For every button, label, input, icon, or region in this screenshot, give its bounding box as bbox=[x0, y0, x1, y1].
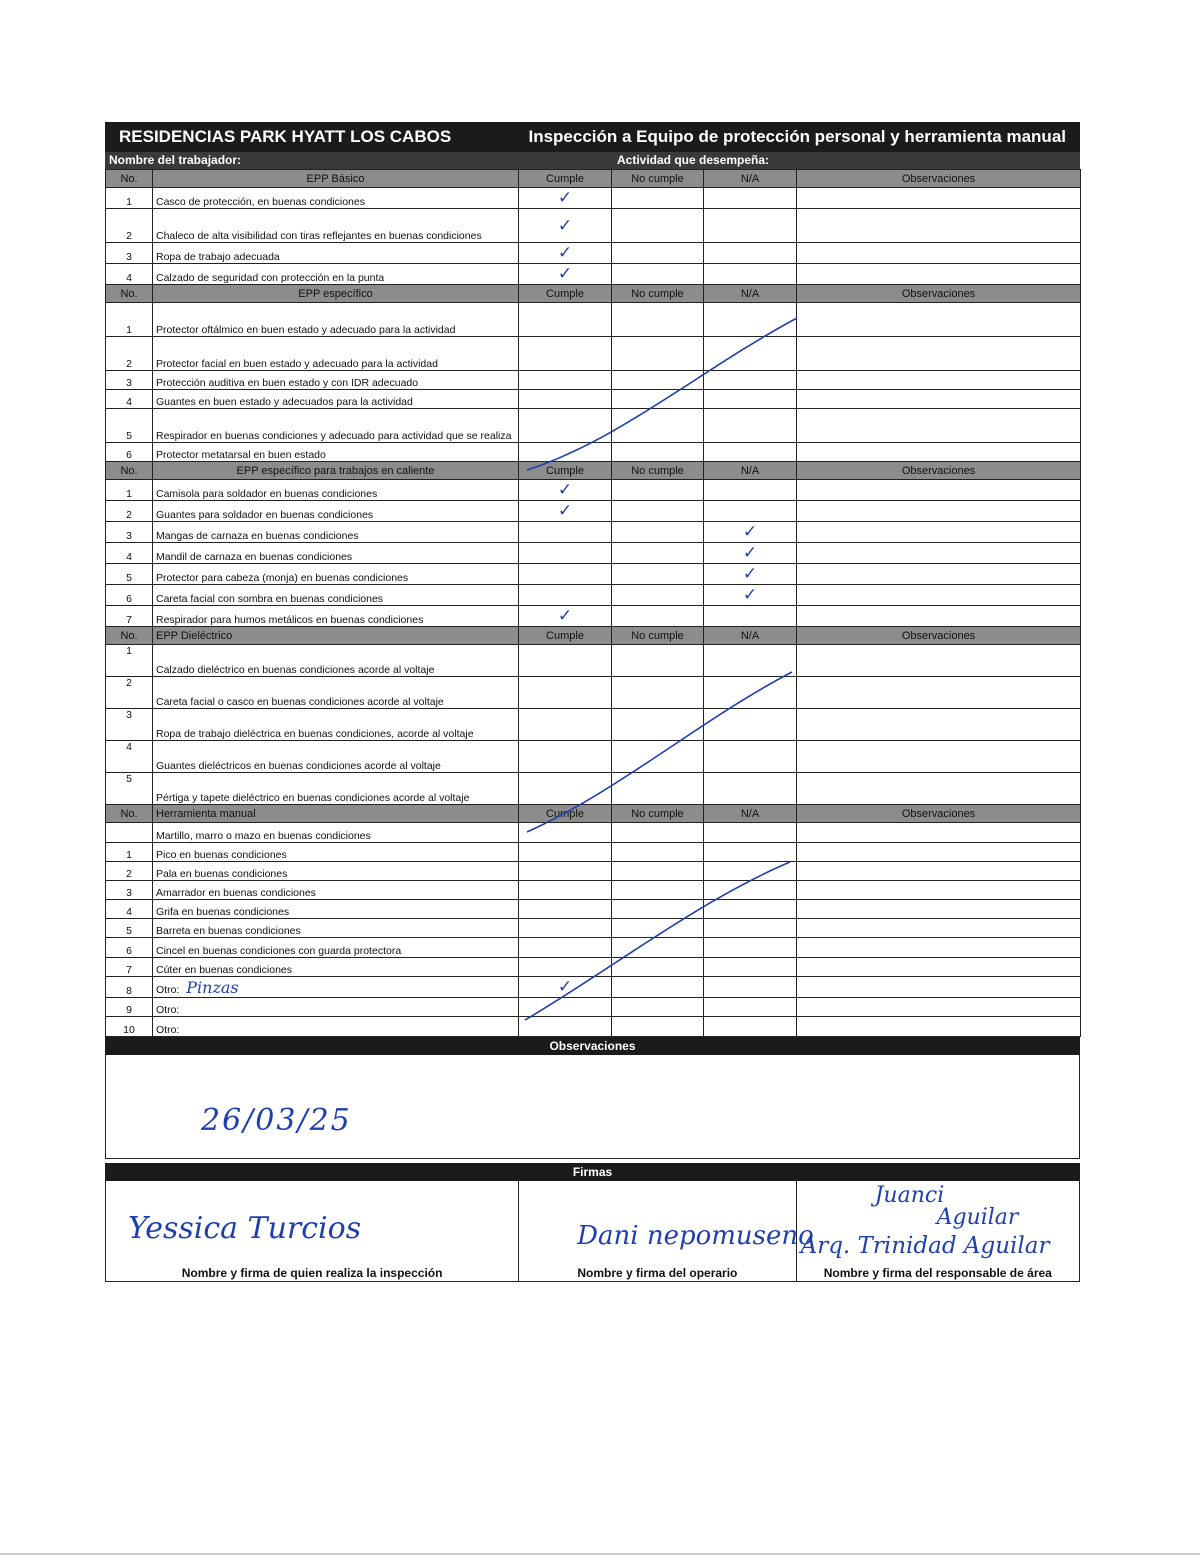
observaciones-cell[interactable] bbox=[797, 564, 1081, 585]
col-no-cumple: No cumple bbox=[612, 462, 704, 480]
row-description: Martillo, marro o mazo en buenas condiciones bbox=[153, 823, 519, 843]
no-cumple-cell[interactable] bbox=[612, 958, 704, 977]
col-na: N/A bbox=[704, 627, 797, 645]
cumple-cell[interactable] bbox=[519, 919, 612, 938]
observaciones-cell[interactable] bbox=[797, 371, 1081, 390]
na-cell[interactable] bbox=[704, 881, 797, 900]
row-description: Amarrador en buenas condiciones bbox=[153, 881, 519, 900]
row-description: Guantes en buen estado y adecuados para la actividad bbox=[153, 390, 519, 409]
row-number: 6 bbox=[106, 938, 153, 958]
col-no: No. bbox=[106, 170, 153, 188]
na-cell[interactable] bbox=[704, 862, 797, 881]
na-cell[interactable] bbox=[704, 709, 797, 741]
row-number: 5 bbox=[106, 564, 153, 585]
no-cumple-cell[interactable] bbox=[612, 919, 704, 938]
section-title-herramienta: Herramienta manual bbox=[153, 805, 519, 823]
table-row bbox=[106, 409, 1081, 443]
row-description: Guantes dieléctricos en buenas condiciones acorde al voltaje bbox=[153, 741, 519, 773]
observaciones-cell[interactable] bbox=[797, 209, 1081, 243]
row-description: Pértiga y tapete dieléctrico en buenas condiciones acorde al voltaje bbox=[153, 773, 519, 805]
observaciones-cell[interactable] bbox=[797, 480, 1081, 501]
responsable-signature-line2: Aguilar bbox=[936, 1205, 1019, 1230]
observaciones-cell[interactable] bbox=[797, 1017, 1081, 1037]
observaciones-cell[interactable] bbox=[797, 843, 1081, 862]
row-description: Grifa en buenas condiciones bbox=[153, 900, 519, 919]
row-number: 3 bbox=[106, 371, 153, 390]
no-cumple-cell[interactable] bbox=[612, 977, 704, 998]
row-number: 8 bbox=[106, 977, 153, 998]
na-cell[interactable] bbox=[704, 188, 797, 209]
table-row bbox=[106, 823, 1081, 843]
row-number: 3 bbox=[106, 522, 153, 543]
cumple-check[interactable] bbox=[519, 522, 612, 543]
na-cell[interactable] bbox=[704, 243, 797, 264]
company-name: RESIDENCIAS PARK HYATT LOS CABOS bbox=[119, 127, 452, 146]
row-number: 1 bbox=[106, 188, 153, 209]
row-number: 4 bbox=[106, 900, 153, 919]
cumple-cell[interactable] bbox=[519, 862, 612, 881]
row-description: Cincel en buenas condiciones con guarda protectora bbox=[153, 938, 519, 958]
observaciones-cell[interactable] bbox=[797, 409, 1081, 443]
cumple-cell[interactable] bbox=[519, 998, 612, 1017]
table-row bbox=[106, 938, 1081, 958]
section-title-basico: EPP Básico bbox=[153, 170, 519, 188]
cumple-check[interactable]: ✓ bbox=[519, 480, 612, 501]
no-cumple-cell[interactable] bbox=[612, 501, 704, 522]
cumple-cell[interactable] bbox=[519, 677, 612, 709]
table-row bbox=[106, 585, 1081, 606]
no-cumple-cell[interactable] bbox=[612, 998, 704, 1017]
observaciones-cell[interactable] bbox=[797, 900, 1081, 919]
no-cumple-cell[interactable] bbox=[612, 645, 704, 677]
observaciones-box[interactable] bbox=[105, 1055, 1080, 1159]
row-description: Careta facial con sombra en buenas condiciones bbox=[153, 585, 519, 606]
row-number: 10 bbox=[106, 1017, 153, 1037]
observaciones-cell[interactable] bbox=[797, 243, 1081, 264]
cumple-cell[interactable] bbox=[519, 881, 612, 900]
inspection-form bbox=[105, 122, 1080, 1282]
cumple-cell[interactable] bbox=[519, 443, 612, 462]
observaciones-cell[interactable] bbox=[797, 677, 1081, 709]
cumple-cell[interactable] bbox=[519, 390, 612, 409]
no-cumple-cell[interactable] bbox=[612, 677, 704, 709]
row-description: Camisola para soldador en buenas condiciones bbox=[153, 480, 519, 501]
cumple-cell[interactable] bbox=[519, 371, 612, 390]
no-cumple-cell[interactable] bbox=[612, 881, 704, 900]
observaciones-cell[interactable] bbox=[797, 188, 1081, 209]
na-cell[interactable] bbox=[704, 958, 797, 977]
observaciones-cell[interactable] bbox=[797, 585, 1081, 606]
checklist-table bbox=[105, 169, 1081, 1037]
row-number: 2 bbox=[106, 209, 153, 243]
observaciones-cell[interactable] bbox=[797, 823, 1081, 843]
row-number: 3 bbox=[106, 881, 153, 900]
row-description: Ropa de trabajo adecuada bbox=[153, 243, 519, 264]
table-row bbox=[106, 773, 1081, 805]
no-cumple-cell[interactable] bbox=[612, 522, 704, 543]
row-number: 2 bbox=[106, 677, 153, 709]
cumple-cell[interactable] bbox=[519, 303, 612, 337]
col-no: No. bbox=[106, 462, 153, 480]
table-row bbox=[106, 480, 1081, 501]
row-description bbox=[153, 977, 519, 998]
cumple-cell[interactable] bbox=[519, 1017, 612, 1037]
cumple-cell[interactable] bbox=[519, 938, 612, 958]
row-number: 4 bbox=[106, 264, 153, 285]
row-number: 3 bbox=[106, 709, 153, 741]
table-row bbox=[106, 390, 1081, 409]
table-row bbox=[106, 337, 1081, 371]
no-cumple-cell[interactable] bbox=[612, 938, 704, 958]
row-number: 4 bbox=[106, 543, 153, 564]
no-cumple-cell[interactable] bbox=[612, 188, 704, 209]
row-description: Guantes para soldador en buenas condiciones bbox=[153, 501, 519, 522]
col-no-cumple: No cumple bbox=[612, 627, 704, 645]
observaciones-cell[interactable] bbox=[797, 303, 1081, 337]
table-row bbox=[106, 843, 1081, 862]
table-row bbox=[106, 741, 1081, 773]
col-observaciones: Observaciones bbox=[797, 805, 1081, 823]
table-row bbox=[106, 371, 1081, 390]
section-header-dielectrico bbox=[106, 627, 1081, 645]
row-description: Protector oftálmico en buen estado y adecuado para la actividad bbox=[153, 303, 519, 337]
na-cell[interactable] bbox=[704, 823, 797, 843]
table-row bbox=[106, 606, 1081, 627]
section-title-especifico: EPP específico bbox=[153, 285, 519, 303]
no-cumple-cell[interactable] bbox=[612, 264, 704, 285]
no-cumple-cell[interactable] bbox=[612, 741, 704, 773]
col-cumple: Cumple bbox=[519, 462, 612, 480]
na-check[interactable] bbox=[704, 501, 797, 522]
no-cumple-cell[interactable] bbox=[612, 303, 704, 337]
na-cell[interactable] bbox=[704, 409, 797, 443]
table-row bbox=[106, 900, 1081, 919]
col-na: N/A bbox=[704, 805, 797, 823]
observaciones-cell[interactable] bbox=[797, 977, 1081, 998]
inspector-signature-cell[interactable] bbox=[106, 1181, 519, 1281]
no-cumple-cell[interactable] bbox=[612, 543, 704, 564]
cumple-cell[interactable] bbox=[519, 709, 612, 741]
row-description: Barreta en buenas condiciones bbox=[153, 919, 519, 938]
cumple-check[interactable]: ✓ bbox=[519, 243, 612, 264]
na-cell[interactable] bbox=[704, 741, 797, 773]
observaciones-cell[interactable] bbox=[797, 919, 1081, 938]
observaciones-cell[interactable] bbox=[797, 337, 1081, 371]
no-cumple-cell[interactable] bbox=[612, 564, 704, 585]
row-description: Otro: bbox=[153, 998, 519, 1017]
operario-signature-cell[interactable] bbox=[519, 1181, 814, 1281]
form-title: Inspección a Equipo de protección personal y herramienta manual bbox=[528, 127, 1066, 146]
row-number: 5 bbox=[106, 409, 153, 443]
table-row bbox=[106, 977, 1081, 998]
col-no-cumple: No cumple bbox=[612, 285, 704, 303]
table-row bbox=[106, 862, 1081, 881]
na-cell[interactable] bbox=[704, 209, 797, 243]
observaciones-cell[interactable] bbox=[797, 606, 1081, 627]
otro-label: Otro: bbox=[156, 984, 180, 996]
otro-handwritten-value[interactable]: Pinzas bbox=[186, 978, 239, 997]
na-cell[interactable] bbox=[704, 919, 797, 938]
observaciones-cell[interactable] bbox=[797, 264, 1081, 285]
col-no: No. bbox=[106, 627, 153, 645]
table-row bbox=[106, 188, 1081, 209]
observaciones-cell[interactable] bbox=[797, 773, 1081, 805]
no-cumple-cell[interactable] bbox=[612, 1017, 704, 1037]
row-description: Pala en buenas condiciones bbox=[153, 862, 519, 881]
na-cell[interactable] bbox=[704, 645, 797, 677]
na-cell[interactable] bbox=[704, 303, 797, 337]
table-row bbox=[106, 881, 1081, 900]
col-cumple: Cumple bbox=[519, 627, 612, 645]
operario-caption: Nombre y firma del operario bbox=[577, 1266, 738, 1280]
inspector-caption: Nombre y firma de quien realiza la inspección bbox=[181, 1266, 443, 1280]
responsable-signature-cell[interactable] bbox=[797, 1181, 1079, 1281]
na-cell[interactable] bbox=[704, 390, 797, 409]
cumple-cell[interactable] bbox=[519, 337, 612, 371]
na-cell[interactable] bbox=[704, 900, 797, 919]
observaciones-cell[interactable] bbox=[797, 709, 1081, 741]
na-cell[interactable] bbox=[704, 938, 797, 958]
row-number: 5 bbox=[106, 773, 153, 805]
no-cumple-cell[interactable] bbox=[612, 606, 704, 627]
row-number: 4 bbox=[106, 390, 153, 409]
row-description: Calzado dieléctrico en buenas condiciones acorde al voltaje bbox=[153, 645, 519, 677]
col-cumple: Cumple bbox=[519, 805, 612, 823]
row-number: 9 bbox=[106, 998, 153, 1017]
na-cell[interactable] bbox=[704, 843, 797, 862]
section-title-dielectrico: EPP Dieléctrico bbox=[153, 627, 519, 645]
row-description: Mangas de carnaza en buenas condiciones bbox=[153, 522, 519, 543]
col-observaciones: Observaciones bbox=[797, 285, 1081, 303]
responsable-signature-line1: Juanci bbox=[874, 1183, 945, 1208]
table-row bbox=[106, 303, 1081, 337]
table-row bbox=[106, 645, 1081, 677]
col-no-cumple: No cumple bbox=[612, 805, 704, 823]
observaciones-cell[interactable] bbox=[797, 938, 1081, 958]
row-description: Mandil de carnaza en buenas condiciones bbox=[153, 543, 519, 564]
row-number: 1 bbox=[106, 645, 153, 677]
operario-signature: Dani nepomuseno bbox=[577, 1221, 814, 1251]
cumple-check[interactable]: ✓ bbox=[519, 209, 612, 243]
table-row bbox=[106, 1017, 1081, 1037]
observaciones-cell[interactable] bbox=[797, 443, 1081, 462]
row-description: Careta facial o casco en buenas condiciones acorde al voltaje bbox=[153, 677, 519, 709]
na-cell[interactable] bbox=[704, 371, 797, 390]
row-number: 7 bbox=[106, 606, 153, 627]
table-row bbox=[106, 501, 1081, 522]
observaciones-cell[interactable] bbox=[797, 390, 1081, 409]
table-row bbox=[106, 543, 1081, 564]
observaciones-cell[interactable] bbox=[797, 998, 1081, 1017]
row-number: 4 bbox=[106, 741, 153, 773]
observaciones-cell[interactable] bbox=[797, 543, 1081, 564]
cumple-cell[interactable] bbox=[519, 843, 612, 862]
responsable-caption: Nombre y firma del responsable de área bbox=[823, 1266, 1052, 1280]
cumple-cell[interactable] bbox=[519, 409, 612, 443]
row-description: Protección auditiva en buen estado y con IDR adecuado bbox=[153, 371, 519, 390]
table-row bbox=[106, 919, 1081, 938]
no-cumple-cell[interactable] bbox=[612, 900, 704, 919]
no-cumple-cell[interactable] bbox=[612, 843, 704, 862]
no-cumple-cell[interactable] bbox=[612, 862, 704, 881]
row-description: Casco de protección, en buenas condiciones bbox=[153, 188, 519, 209]
section-header-basico bbox=[106, 170, 1081, 188]
row-description: Respirador para humos metálicos en buenas condiciones bbox=[153, 606, 519, 627]
na-cell[interactable] bbox=[704, 773, 797, 805]
col-no: No. bbox=[106, 805, 153, 823]
na-cell[interactable] bbox=[704, 443, 797, 462]
observaciones-cell[interactable] bbox=[797, 522, 1081, 543]
observaciones-cell[interactable] bbox=[797, 741, 1081, 773]
observaciones-cell[interactable] bbox=[797, 501, 1081, 522]
row-number: 1 bbox=[106, 303, 153, 337]
table-row bbox=[106, 709, 1081, 741]
observaciones-cell[interactable] bbox=[797, 862, 1081, 881]
row-description: Respirador en buenas condiciones y adecuado para actividad que se realiza bbox=[153, 409, 519, 443]
section-header-herramienta bbox=[106, 805, 1081, 823]
row-number: 1 bbox=[106, 480, 153, 501]
no-cumple-cell[interactable] bbox=[612, 209, 704, 243]
section-header-caliente bbox=[106, 462, 1081, 480]
row-description: Ropa de trabajo dieléctrica en buenas condiciones, acorde al voltaje bbox=[153, 709, 519, 741]
observaciones-cell[interactable] bbox=[797, 958, 1081, 977]
na-cell[interactable] bbox=[704, 998, 797, 1017]
cumple-check[interactable]: ✓ bbox=[519, 977, 612, 998]
cumple-cell[interactable] bbox=[519, 645, 612, 677]
table-row bbox=[106, 677, 1081, 709]
activity-label: Actividad que desempeña: bbox=[617, 153, 770, 167]
row-description: Protector para cabeza (monja) en buenas condiciones bbox=[153, 564, 519, 585]
responsable-signature-line3: Arq. Trinidad Aguilar bbox=[800, 1233, 1050, 1259]
no-cumple-cell[interactable] bbox=[612, 443, 704, 462]
col-cumple: Cumple bbox=[519, 170, 612, 188]
col-na: N/A bbox=[704, 170, 797, 188]
no-cumple-cell[interactable] bbox=[612, 409, 704, 443]
signatures-row bbox=[105, 1181, 1080, 1282]
col-na: N/A bbox=[704, 462, 797, 480]
no-cumple-cell[interactable] bbox=[612, 709, 704, 741]
no-cumple-cell[interactable] bbox=[612, 773, 704, 805]
no-cumple-cell[interactable] bbox=[612, 480, 704, 501]
col-observaciones: Observaciones bbox=[797, 627, 1081, 645]
table-row bbox=[106, 958, 1081, 977]
cumple-check[interactable] bbox=[519, 585, 612, 606]
col-cumple: Cumple bbox=[519, 285, 612, 303]
row-description: Calzado de seguridad con protección en la punta bbox=[153, 264, 519, 285]
section-header-especifico bbox=[106, 285, 1081, 303]
section-title-caliente: EPP específico para trabajos en caliente bbox=[153, 462, 519, 480]
worker-bar bbox=[105, 152, 1080, 169]
table-row bbox=[106, 243, 1081, 264]
row-number: 7 bbox=[106, 958, 153, 977]
table-row bbox=[106, 998, 1081, 1017]
na-cell[interactable] bbox=[704, 977, 797, 998]
no-cumple-cell[interactable] bbox=[612, 823, 704, 843]
row-number: 1 bbox=[106, 843, 153, 862]
title-bar bbox=[105, 122, 1080, 152]
row-description: Protector metatarsal en buen estado bbox=[153, 443, 519, 462]
row-description: Chaleco de alta visibilidad con tiras reflejantes en buenas condiciones bbox=[153, 209, 519, 243]
cumple-check[interactable] bbox=[519, 543, 612, 564]
row-description: Protector facial en buen estado y adecuado para la actividad bbox=[153, 337, 519, 371]
col-observaciones: Observaciones bbox=[797, 462, 1081, 480]
col-na: N/A bbox=[704, 285, 797, 303]
row-number: 6 bbox=[106, 443, 153, 462]
no-cumple-cell[interactable] bbox=[612, 371, 704, 390]
cumple-cell[interactable] bbox=[519, 958, 612, 977]
cumple-cell[interactable] bbox=[519, 900, 612, 919]
cumple-check[interactable]: ✓ bbox=[519, 188, 612, 209]
na-cell[interactable] bbox=[704, 337, 797, 371]
observaciones-cell[interactable] bbox=[797, 881, 1081, 900]
firmas-header: Firmas bbox=[105, 1163, 1080, 1181]
row-number: 2 bbox=[106, 862, 153, 881]
no-cumple-cell[interactable] bbox=[612, 585, 704, 606]
cumple-check[interactable]: ✓ bbox=[519, 606, 612, 627]
cumple-cell[interactable] bbox=[519, 773, 612, 805]
na-check[interactable]: ✓ bbox=[704, 543, 797, 564]
table-row bbox=[106, 522, 1081, 543]
cumple-check[interactable]: ✓ bbox=[519, 501, 612, 522]
col-observaciones: Observaciones bbox=[797, 170, 1081, 188]
na-check[interactable]: ✓ bbox=[704, 564, 797, 585]
worker-label: Nombre del trabajador: bbox=[109, 153, 242, 167]
observaciones-header: Observaciones bbox=[105, 1037, 1080, 1055]
row-number: 6 bbox=[106, 585, 153, 606]
row-number: 5 bbox=[106, 919, 153, 938]
na-cell[interactable] bbox=[704, 1017, 797, 1037]
na-check[interactable]: ✓ bbox=[704, 585, 797, 606]
scan-edge bbox=[0, 1553, 1200, 1555]
cumple-cell[interactable] bbox=[519, 741, 612, 773]
table-row bbox=[106, 264, 1081, 285]
row-number: 2 bbox=[106, 501, 153, 522]
no-cumple-cell[interactable] bbox=[612, 390, 704, 409]
no-cumple-cell[interactable] bbox=[612, 243, 704, 264]
row-description: Cúter en buenas condiciones bbox=[153, 958, 519, 977]
table-row bbox=[106, 443, 1081, 462]
table-row bbox=[106, 564, 1081, 585]
na-cell[interactable] bbox=[704, 677, 797, 709]
na-cell[interactable] bbox=[704, 264, 797, 285]
inspector-signature: Yessica Turcios bbox=[128, 1211, 362, 1246]
cumple-cell[interactable] bbox=[519, 823, 612, 843]
na-check[interactable] bbox=[704, 606, 797, 627]
row-description: Pico en buenas condiciones bbox=[153, 843, 519, 862]
handwritten-date: 26/03/25 bbox=[201, 1103, 352, 1138]
no-cumple-cell[interactable] bbox=[612, 337, 704, 371]
row-number bbox=[106, 823, 153, 843]
table-row bbox=[106, 209, 1081, 243]
col-no: No. bbox=[106, 285, 153, 303]
row-number: 3 bbox=[106, 243, 153, 264]
row-description: Otro: bbox=[153, 1017, 519, 1037]
na-check[interactable]: ✓ bbox=[704, 522, 797, 543]
col-no-cumple: No cumple bbox=[612, 170, 704, 188]
cumple-check[interactable]: ✓ bbox=[519, 264, 612, 285]
na-check[interactable] bbox=[704, 480, 797, 501]
cumple-check[interactable] bbox=[519, 564, 612, 585]
observaciones-cell[interactable] bbox=[797, 645, 1081, 677]
row-number: 2 bbox=[106, 337, 153, 371]
